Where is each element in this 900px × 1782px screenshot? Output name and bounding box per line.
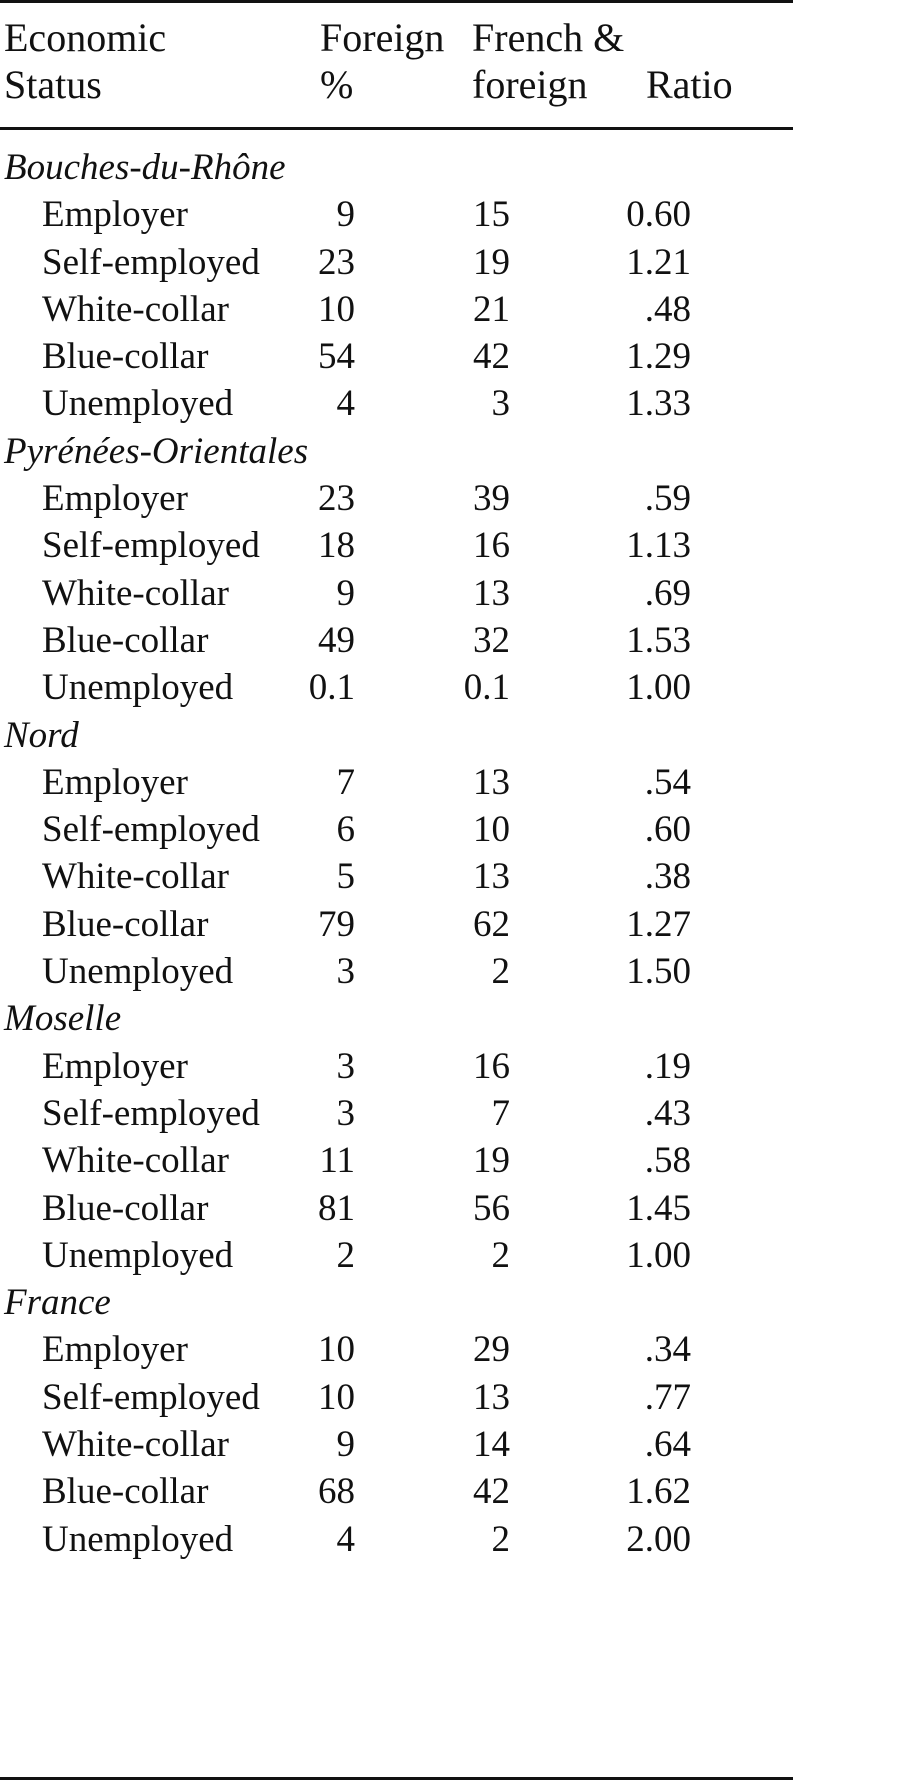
ratio-cell: .43	[644, 1092, 691, 1134]
french-foreign-cell: 13	[473, 572, 510, 614]
table-row	[0, 1374, 793, 1421]
status-cell: White-collar	[42, 1424, 229, 1466]
table-row	[0, 333, 793, 380]
status-cell: Blue-collar	[42, 903, 209, 945]
status-cell: White-collar	[42, 288, 229, 330]
header-foreign-percent: Foreign %	[320, 15, 445, 107]
foreign-percent-cell: 3	[336, 1045, 355, 1087]
ratio-cell: .38	[644, 856, 691, 898]
region-row	[0, 1279, 793, 1326]
ratio-cell: 0.60	[626, 194, 691, 236]
french-foreign-cell: 13	[473, 856, 510, 898]
foreign-percent-cell: 10	[318, 288, 355, 330]
table-bottom-rule	[0, 1777, 793, 1780]
table-row	[0, 1137, 793, 1184]
status-cell: Self-employed	[42, 525, 260, 567]
ratio-cell: 1.13	[626, 525, 691, 567]
status-cell: White-collar	[42, 572, 229, 614]
ratio-cell: .60	[644, 809, 691, 851]
french-foreign-cell: 15	[473, 194, 510, 236]
foreign-percent-cell: 81	[318, 1187, 355, 1229]
region-label: Bouches-du-Rhône	[4, 147, 286, 188]
region-label: France	[4, 1282, 111, 1324]
status-cell: Unemployed	[42, 383, 234, 425]
ratio-cell: 1.21	[626, 241, 691, 283]
table-row	[0, 1516, 793, 1563]
region-label: Nord	[4, 714, 79, 756]
foreign-percent-cell: 4	[336, 1518, 355, 1560]
header-french-and-foreign: French & foreign	[472, 15, 625, 107]
region-row	[0, 712, 793, 759]
region-row	[0, 144, 793, 191]
status-cell: Employer	[42, 1329, 188, 1371]
french-foreign-cell: 14	[473, 1424, 510, 1466]
table-row	[0, 806, 793, 853]
status-cell: Blue-collar	[42, 1471, 209, 1513]
ratio-cell: .19	[644, 1045, 691, 1087]
foreign-percent-cell: 6	[336, 809, 355, 851]
ratio-cell: .69	[644, 572, 691, 614]
status-cell: Employer	[42, 194, 188, 236]
french-foreign-cell: 2	[491, 1518, 510, 1560]
table-row	[0, 286, 793, 333]
foreign-percent-cell: 18	[318, 525, 355, 567]
table-row	[0, 522, 793, 569]
table-top-rule	[0, 0, 793, 3]
region-label: Moselle	[4, 998, 122, 1040]
french-foreign-cell: 19	[473, 241, 510, 283]
ratio-cell: .58	[644, 1140, 691, 1182]
french-foreign-cell: 2	[491, 1234, 510, 1276]
french-foreign-cell: 13	[473, 1376, 510, 1418]
french-foreign-cell: 2	[491, 951, 510, 993]
foreign-percent-cell: 10	[318, 1329, 355, 1371]
french-foreign-cell: 3	[491, 383, 510, 425]
status-cell: Blue-collar	[42, 336, 209, 378]
header-ratio: Ratio	[646, 62, 733, 107]
french-foreign-cell: 56	[473, 1187, 510, 1229]
french-foreign-cell: 19	[473, 1140, 510, 1182]
ratio-cell: .34	[644, 1329, 691, 1371]
table-row	[0, 239, 793, 286]
french-foreign-cell: 16	[473, 525, 510, 567]
french-foreign-cell: 0.1	[463, 667, 510, 709]
region-label: Pyrénées-Orientales	[4, 430, 309, 472]
status-cell: Employer	[42, 478, 188, 520]
ratio-cell: 1.27	[626, 903, 691, 945]
ratio-cell: 1.00	[626, 667, 691, 709]
table-row	[0, 1326, 793, 1373]
french-foreign-cell: 39	[473, 478, 510, 520]
french-foreign-cell: 10	[473, 809, 510, 851]
foreign-percent-cell: 79	[318, 903, 355, 945]
status-cell: Self-employed	[42, 809, 260, 851]
status-cell: White-collar	[42, 856, 229, 898]
foreign-percent-cell: 10	[318, 1376, 355, 1418]
ratio-cell: .54	[644, 761, 691, 803]
table-row	[0, 1185, 793, 1232]
status-cell: Blue-collar	[42, 619, 209, 661]
table-header-rule	[0, 127, 793, 130]
french-foreign-cell: 13	[473, 761, 510, 803]
foreign-percent-cell: 3	[336, 951, 355, 993]
foreign-percent-cell: 5	[336, 856, 355, 898]
foreign-percent-cell: 0.1	[308, 667, 355, 709]
french-foreign-cell: 29	[473, 1329, 510, 1371]
foreign-percent-cell: 3	[336, 1092, 355, 1134]
status-cell: Blue-collar	[42, 1187, 209, 1229]
table-row	[0, 1232, 793, 1279]
french-foreign-cell: 7	[491, 1092, 510, 1134]
french-foreign-cell: 21	[473, 288, 510, 330]
table-row	[0, 664, 793, 711]
table-row	[0, 475, 793, 522]
foreign-percent-cell: 11	[319, 1140, 355, 1182]
table-body	[0, 144, 793, 1563]
table-row	[0, 901, 793, 948]
status-cell: Self-employed	[42, 1092, 260, 1134]
foreign-percent-cell: 7	[336, 761, 355, 803]
french-foreign-cell: 42	[473, 1471, 510, 1513]
french-foreign-cell: 32	[473, 619, 510, 661]
table-row	[0, 1468, 793, 1515]
table-row	[0, 853, 793, 900]
ratio-cell: .48	[644, 288, 691, 330]
foreign-percent-cell: 4	[336, 383, 355, 425]
french-foreign-cell: 62	[473, 903, 510, 945]
foreign-percent-cell: 2	[336, 1234, 355, 1276]
ratio-cell: 1.53	[626, 619, 691, 661]
foreign-percent-cell: 68	[318, 1471, 355, 1513]
ratio-cell: 1.50	[626, 951, 691, 993]
status-cell: Unemployed	[42, 667, 234, 709]
ratio-cell: .64	[644, 1424, 691, 1466]
ratio-cell: 2.00	[626, 1518, 691, 1560]
status-cell: Self-employed	[42, 1376, 260, 1418]
foreign-percent-cell: 9	[336, 1424, 355, 1466]
foreign-percent-cell: 23	[318, 241, 355, 283]
foreign-percent-cell: 23	[318, 478, 355, 520]
status-cell: Self-employed	[42, 241, 260, 283]
status-cell: Unemployed	[42, 1518, 234, 1560]
foreign-percent-cell: 49	[318, 619, 355, 661]
ratio-cell: 1.33	[626, 383, 691, 425]
table-row	[0, 380, 793, 427]
status-cell: Unemployed	[42, 951, 234, 993]
foreign-percent-cell: 9	[336, 194, 355, 236]
foreign-percent-cell: 54	[318, 336, 355, 378]
table-row	[0, 948, 793, 995]
ratio-cell: .59	[644, 478, 691, 520]
table-row	[0, 759, 793, 806]
status-cell: Employer	[42, 761, 188, 803]
french-foreign-cell: 42	[473, 336, 510, 378]
header-economic-status: Economic Status	[4, 15, 167, 107]
table-row	[0, 1090, 793, 1137]
table-row	[0, 1421, 793, 1468]
status-cell: White-collar	[42, 1140, 229, 1182]
status-cell: Employer	[42, 1045, 188, 1087]
table-row	[0, 617, 793, 664]
status-cell: Unemployed	[42, 1234, 234, 1276]
ratio-cell: 1.62	[626, 1471, 691, 1513]
table-row	[0, 191, 793, 238]
region-row	[0, 995, 793, 1042]
ratio-cell: .77	[644, 1376, 691, 1418]
table-row	[0, 1043, 793, 1090]
ratio-cell: 1.29	[626, 336, 691, 378]
french-foreign-cell: 16	[473, 1045, 510, 1087]
region-row	[0, 428, 793, 475]
ratio-cell: 1.45	[626, 1187, 691, 1229]
table-row	[0, 570, 793, 617]
ratio-cell: 1.00	[626, 1234, 691, 1276]
foreign-percent-cell: 9	[336, 572, 355, 614]
